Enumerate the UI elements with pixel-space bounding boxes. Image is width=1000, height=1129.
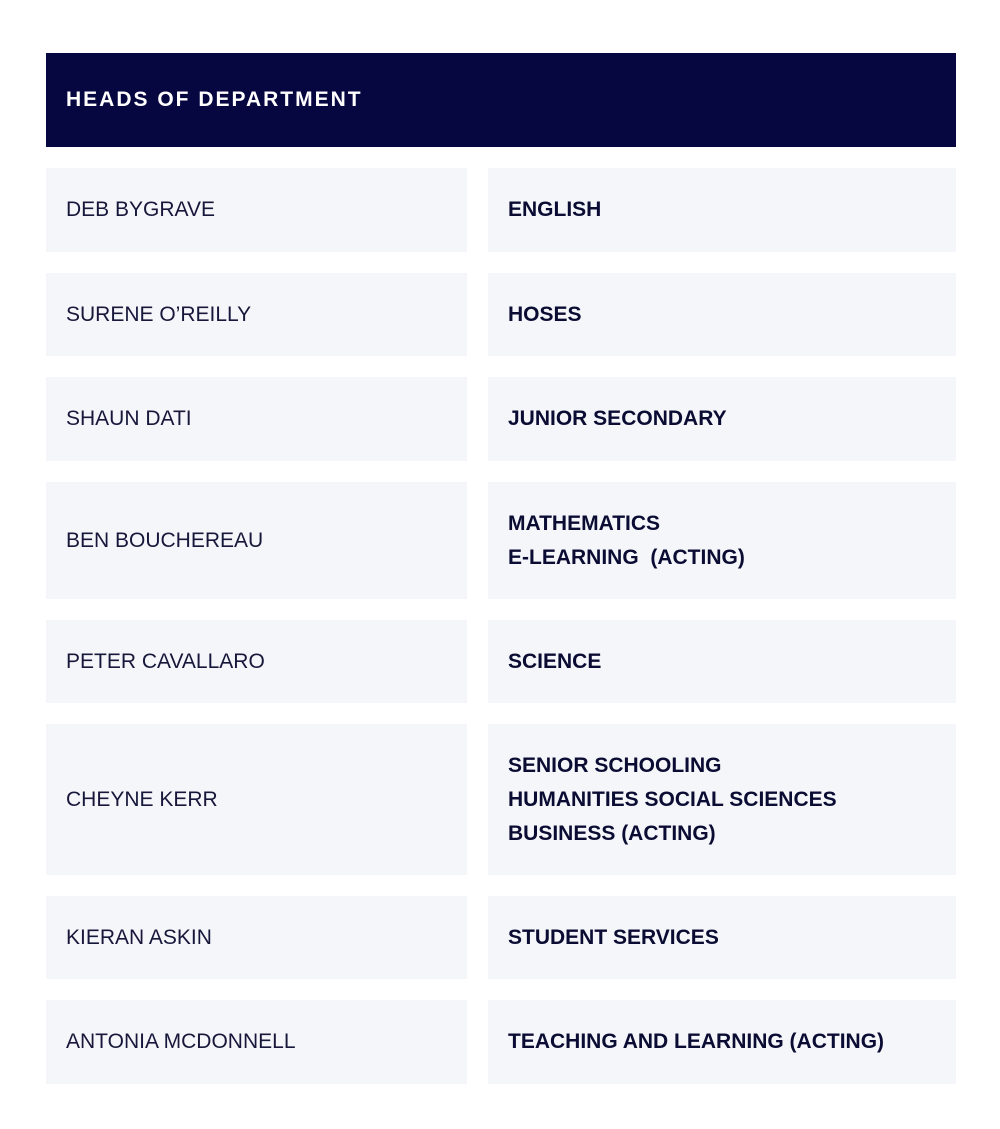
department-label: JUNIOR SECONDARY	[508, 407, 727, 430]
department-cell	[488, 620, 956, 703]
table-row	[46, 724, 956, 875]
department-cell	[488, 273, 956, 356]
department-cell	[488, 724, 956, 875]
table-header	[46, 53, 956, 147]
table-row	[46, 273, 956, 356]
staff-name: SHAUN DATI	[66, 407, 192, 430]
staff-name: ANTONIA MCDONNELL	[66, 1030, 296, 1053]
staff-name: BEN BOUCHEREAU	[66, 528, 264, 552]
table-body	[46, 168, 956, 1084]
department-label: ENGLISH	[508, 198, 602, 221]
department-cell	[488, 1000, 956, 1084]
name-cell	[46, 620, 467, 703]
department-label: TEACHING AND LEARNING (ACTING)	[508, 1030, 885, 1053]
table-row	[46, 620, 956, 703]
department-cell	[488, 482, 956, 599]
name-cell	[46, 724, 467, 875]
heads-of-department-table	[46, 53, 956, 1105]
table-title: HEADS OF DEPARTMENT	[66, 88, 363, 111]
name-cell	[46, 482, 467, 599]
staff-name: DEB BYGRAVE	[66, 198, 215, 221]
staff-name: PETER CAVALLARO	[66, 649, 265, 673]
name-cell	[46, 1000, 467, 1084]
department-label: E-LEARNING (ACTING)	[508, 545, 745, 569]
department-cell	[488, 168, 956, 252]
table-row	[46, 1000, 956, 1084]
department-label: BUSINESS (ACTING)	[508, 821, 716, 845]
department-label: STUDENT SERVICES	[508, 925, 719, 949]
department-cell	[488, 377, 956, 461]
department-label: HOSES	[508, 302, 582, 326]
staff-name: CHEYNE KERR	[66, 787, 218, 811]
department-cell	[488, 896, 956, 979]
name-cell	[46, 377, 467, 461]
department-label: HUMANITIES SOCIAL SCIENCES	[508, 787, 837, 811]
table-row	[46, 168, 956, 252]
table-row	[46, 482, 956, 599]
name-cell	[46, 168, 467, 252]
staff-name: KIERAN ASKIN	[66, 925, 212, 949]
department-label: SCIENCE	[508, 649, 602, 673]
table-row	[46, 896, 956, 979]
department-label: SENIOR SCHOOLING	[508, 753, 722, 777]
name-cell	[46, 273, 467, 356]
staff-name: SURENE O’REILLY	[66, 302, 252, 326]
name-cell	[46, 896, 467, 979]
table-row	[46, 377, 956, 461]
department-label: MATHEMATICS	[508, 511, 661, 535]
